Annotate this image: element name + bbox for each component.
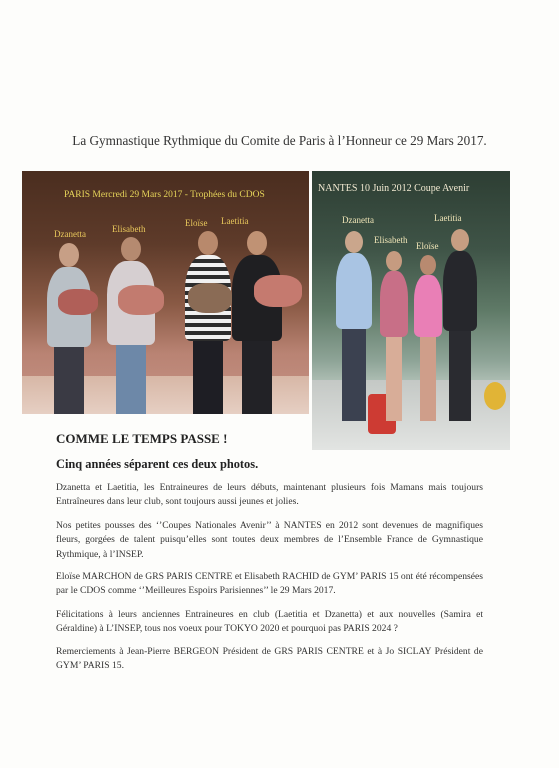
flower-bouquet [58,289,98,315]
photo-right-name-laetitia: Laetitia [434,213,462,223]
person-figure [412,255,444,421]
paragraph: Nos petites pousses des ‘’Coupes Nationales Avenir’’ à NANTES en 2012 sont devenues de magnifiques fleurs, gorgées de talent puisqu’elles sont toutes deux membres de l’Ensemble France de Gymnastique Rythmique, à l’INSEP. [56,520,483,560]
photo-right-name-elisabeth: Elisabeth [374,235,408,245]
person-figure [44,243,94,414]
paragraph: Félicitations à leurs anciennes Entraineures en club (Laetitia et Dzanetta) et aux nouvelles (Samira et Géraldine) à L’INSEP, tous nos voeux pour TOKYO 2020 et pourquoi pas PARIS 2024 ? [56,609,483,635]
person-figure [442,229,478,421]
photo-left-caption: PARIS Mercredi 29 Mars 2017 - Trophées du CDOS [64,190,265,200]
photo-left-name-elisabeth: Elisabeth [112,224,146,234]
photo-nantes-coupe-avenir [312,171,510,450]
photo-left-name-laetitia: Laetitia [221,216,249,226]
paragraph: Dzanetta et Laetitia, les Entraineures de leurs débuts, maintenant plusieurs fois Mamans mais toujours Entraîneures dans leur club, sont toujours aussi jeunes et jolies. [56,482,483,508]
flower-bouquet [188,283,232,313]
photo-cdos-trophies [22,171,309,414]
photo-left-name-dzanetta: Dzanetta [54,229,86,239]
person-figure [182,231,234,414]
person-figure [228,231,286,414]
section-subtitle: Cinq années séparent ces deux photos. [56,457,259,471]
photo-right-caption: NANTES 10 Juin 2012 Coupe Avenir [318,183,470,194]
page-title: La Gymnastique Rythmique du Comite de Paris à l’Honneur ce 29 Mars 2017. [72,133,487,148]
yellow-marker [484,382,506,410]
paragraph: Eloïse MARCHON de GRS PARIS CENTRE et Elisabeth RACHID de GYM’ PARIS 15 ont été récompensées par le CDOS comme ‘’Meilleures Espoirs Parisiennes’’ le 29 Mars 2017. [56,571,483,597]
flower-bouquet [118,285,164,315]
flower-bouquet [254,275,302,307]
photo-right-name-dzanetta: Dzanetta [342,215,374,225]
photo-right-name-eloise: Eloïse [416,241,439,251]
person-figure [334,231,374,421]
paragraph: Remerciements à Jean-Pierre BERGEON Président de GRS PARIS CENTRE et à Jo SICLAY Président de GYM’ PARIS 15. [56,646,483,672]
section-title: COMME LE TEMPS PASSE ! [56,431,228,446]
photo-left-name-eloise: Eloïse [185,218,208,228]
person-figure [104,237,158,414]
person-figure [378,251,410,421]
